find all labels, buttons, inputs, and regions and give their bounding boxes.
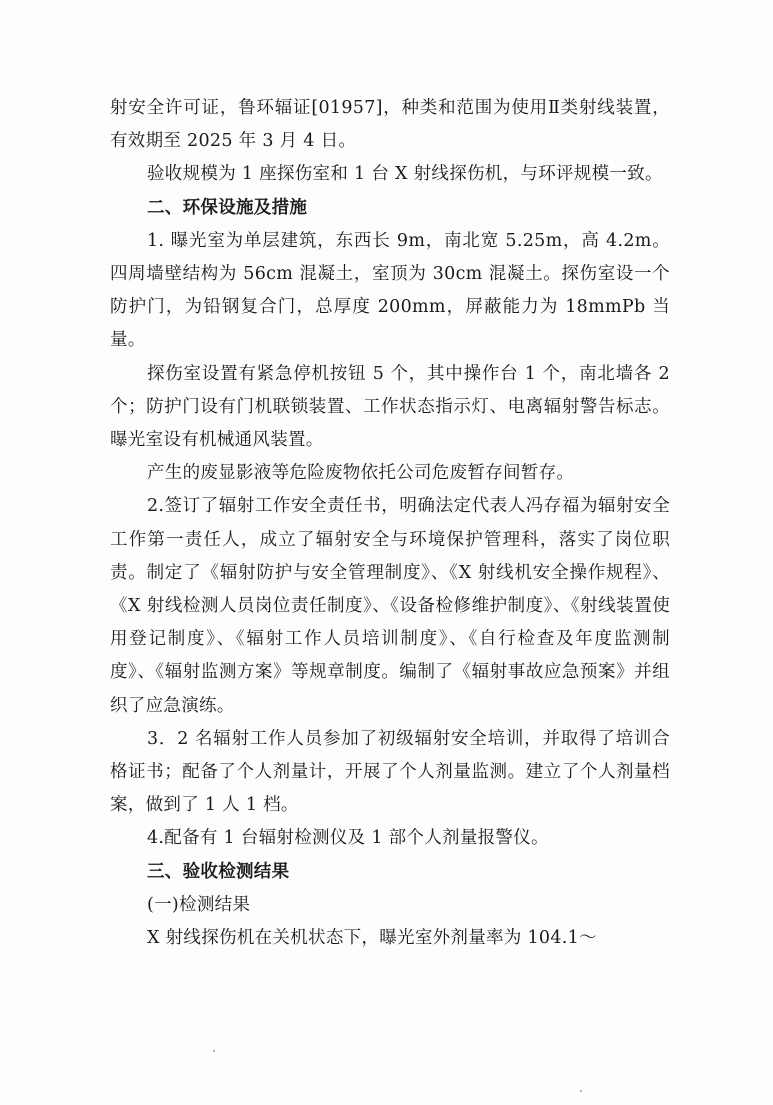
paragraph-exposure-room: 1. 曝光室为单层建筑，东西长 9m，南北宽 5.25m，高 4.2m。四周墙壁结构为 56cm 混凝土，室顶为 30cm 混凝土。探伤室设一个防护门，为铅钢复合门，总厚度 200mm，屏蔽能力为 18mmPb 当量。 xyxy=(110,230,670,351)
subsection-heading-results: (一)检测结果 xyxy=(147,894,251,915)
scan-speck xyxy=(213,1050,215,1052)
paragraph-responsibility: 2.签订了辐射工作安全责任书，明确法定代表人冯存福为辐射安全工作第一责任人，成立了辐射安全与环境保护管理科，落实了岗位职责。制定了《辐射防护与安全管理制度》、《X 射线机安全操作规程》、《X 射线检测人员岗位责任制度》、《设备检修维护制度》、《射线装置使用登记制度》、《辐射工作人员培训制度》、《自行检查及年度监测制度》、《辐射监测方案》等规章制度。编制了《辐射事故应急预案》并组织了应急演练。 xyxy=(110,496,670,716)
paragraph-training: 3．2 名辐射工作人员参加了初级辐射安全培训，并取得了培训合格证书；配备了个人剂量计，开展了个人剂量监测。建立了个人剂量档案，做到了 1 人 1 档。 xyxy=(110,728,670,816)
paragraph-emergency-buttons: 探伤室设置有紧急停机按钮 5 个，其中操作台 1 个，南北墙各 2 个；防护门设有门机联锁装置、工作状态指示灯、电离辐射警告标志。曝光室设有机械通风装置。 xyxy=(110,363,670,451)
section-heading-env-facilities: 二、环保设施及措施 xyxy=(147,197,308,218)
scan-speck xyxy=(580,1090,582,1092)
section-heading-acceptance-results: 三、验收检测结果 xyxy=(147,861,290,882)
paragraph-license: 射安全许可证，鲁环辐证[01957]，种类和范围为使用Ⅱ类射线装置，有效期至 2025 年 3 月 4 日。 xyxy=(110,98,670,152)
paragraph-dose-rate: X 射线探伤机在关机状态下，曝光室外剂量率为 104.1～ xyxy=(147,928,597,949)
paragraph-acceptance-scale: 验收规模为 1 座探伤室和 1 台 X 射线探伤机，与环评规模一致。 xyxy=(147,164,663,185)
document-body xyxy=(110,92,670,955)
paragraph-waste: 产生的废显影液等危险废物依托公司危废暂存间暂存。 xyxy=(147,463,575,484)
paragraph-equipment: 4.配备有 1 台辐射检测仪及 1 部个人剂量报警仪。 xyxy=(147,828,549,849)
